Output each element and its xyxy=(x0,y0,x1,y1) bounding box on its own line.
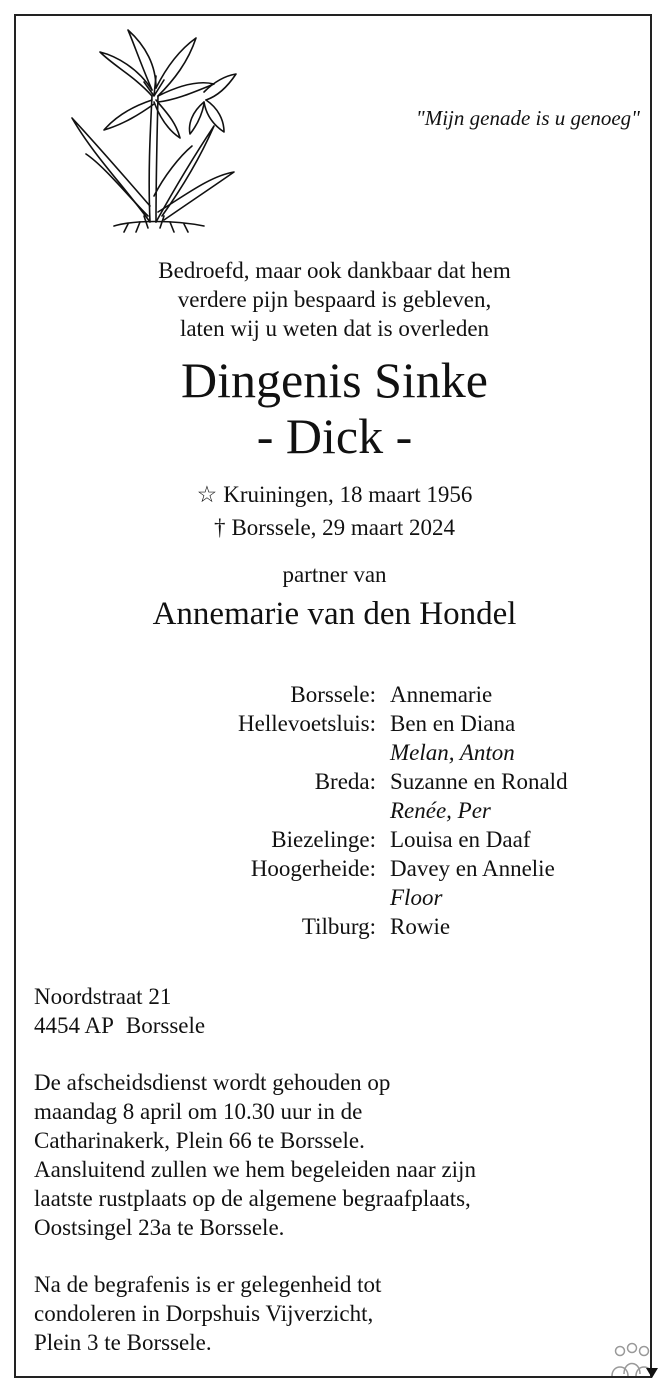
address-postcode: 4454 AP xyxy=(34,1013,114,1038)
family-place xyxy=(0,883,376,912)
amaryllis-flower-icon xyxy=(64,26,244,238)
family-list xyxy=(0,680,669,941)
service-line: De afscheidsdienst wordt gehouden op xyxy=(34,1070,391,1095)
condolence-line: condoleren in Dorpshuis Vijverzicht, xyxy=(34,1301,374,1326)
condolence-paragraph xyxy=(34,1270,381,1357)
family-row xyxy=(0,738,669,767)
birth-text: Kruiningen, 18 maart 1956 xyxy=(223,482,473,507)
intro-line: laten wij u weten dat is overleden xyxy=(179,316,490,341)
service-line: Oostsingel 23a te Borssele. xyxy=(34,1215,285,1240)
intro-text xyxy=(0,256,669,343)
grandchildren: Floor xyxy=(390,885,443,910)
intro-line: verdere pijn bespaard is gebleven, xyxy=(177,287,492,312)
family-place: Breda: xyxy=(314,769,376,794)
family-members: Rowie xyxy=(390,914,451,939)
star-icon: ☆ xyxy=(196,482,218,507)
arrow-down-icon xyxy=(646,1368,658,1378)
family-members: Davey en Annelie xyxy=(390,856,555,881)
family-members: Louisa en Daaf xyxy=(390,827,531,852)
condolence-line: Plein 3 te Borssele. xyxy=(34,1330,212,1355)
family-place xyxy=(0,738,376,767)
service-paragraph xyxy=(34,1068,476,1242)
service-line: Aansluitend zullen we hem begeleiden naar zijn xyxy=(34,1157,476,1182)
family-row xyxy=(0,709,669,738)
family-row xyxy=(0,883,669,912)
deceased-name: Dingenis Sinke xyxy=(181,352,488,408)
birth-line xyxy=(0,478,669,511)
family-place: Tilburg: xyxy=(301,914,376,939)
family-row xyxy=(0,680,669,709)
family-row xyxy=(0,796,669,825)
family-place xyxy=(0,796,376,825)
death-text: Borssele, 29 maart 2024 xyxy=(231,515,456,540)
family-members: Annemarie xyxy=(390,682,493,707)
life-dates xyxy=(0,478,669,544)
bible-quote: "Mijn genade is u genoeg" xyxy=(415,106,640,130)
correspondence-address xyxy=(34,982,205,1040)
address-city-line xyxy=(34,1011,205,1040)
service-line: laatste rustplaats op de algemene begraafplaats, xyxy=(34,1186,471,1211)
family-row xyxy=(0,767,669,796)
family-place: Hoogerheide: xyxy=(250,856,376,881)
condolence-line: Na de begrafenis is er gelegenheid tot xyxy=(34,1272,382,1297)
deceased-name-block xyxy=(0,352,669,464)
grandchildren: Melan, Anton xyxy=(390,740,515,765)
partner-name: Annemarie van den Hondel xyxy=(152,596,517,632)
address-street: Noordstraat 21 xyxy=(34,984,172,1009)
family-members: Suzanne en Ronald xyxy=(390,769,568,794)
intro-line: Bedroefd, maar ook dankbaar dat hem xyxy=(158,258,511,283)
partner-label: partner van xyxy=(282,562,387,587)
service-line: Catharinakerk, Plein 66 te Borssele. xyxy=(34,1128,365,1153)
service-line: maandag 8 april om 10.30 uur in de xyxy=(34,1099,363,1124)
people-group-icon[interactable] xyxy=(606,1342,658,1382)
family-place: Hellevoetsluis: xyxy=(238,711,376,736)
grandchildren: Renée, Per xyxy=(390,798,491,823)
address-city: Borssele xyxy=(125,1013,206,1038)
cross-icon: † xyxy=(213,515,226,540)
family-members: Ben en Diana xyxy=(390,711,516,736)
family-row xyxy=(0,912,669,941)
death-line xyxy=(0,511,669,544)
family-row xyxy=(0,825,669,854)
family-row xyxy=(0,854,669,883)
family-place: Borssele: xyxy=(290,682,376,707)
deceased-nickname: - Dick - xyxy=(256,408,413,464)
family-place: Biezelinge: xyxy=(271,827,376,852)
